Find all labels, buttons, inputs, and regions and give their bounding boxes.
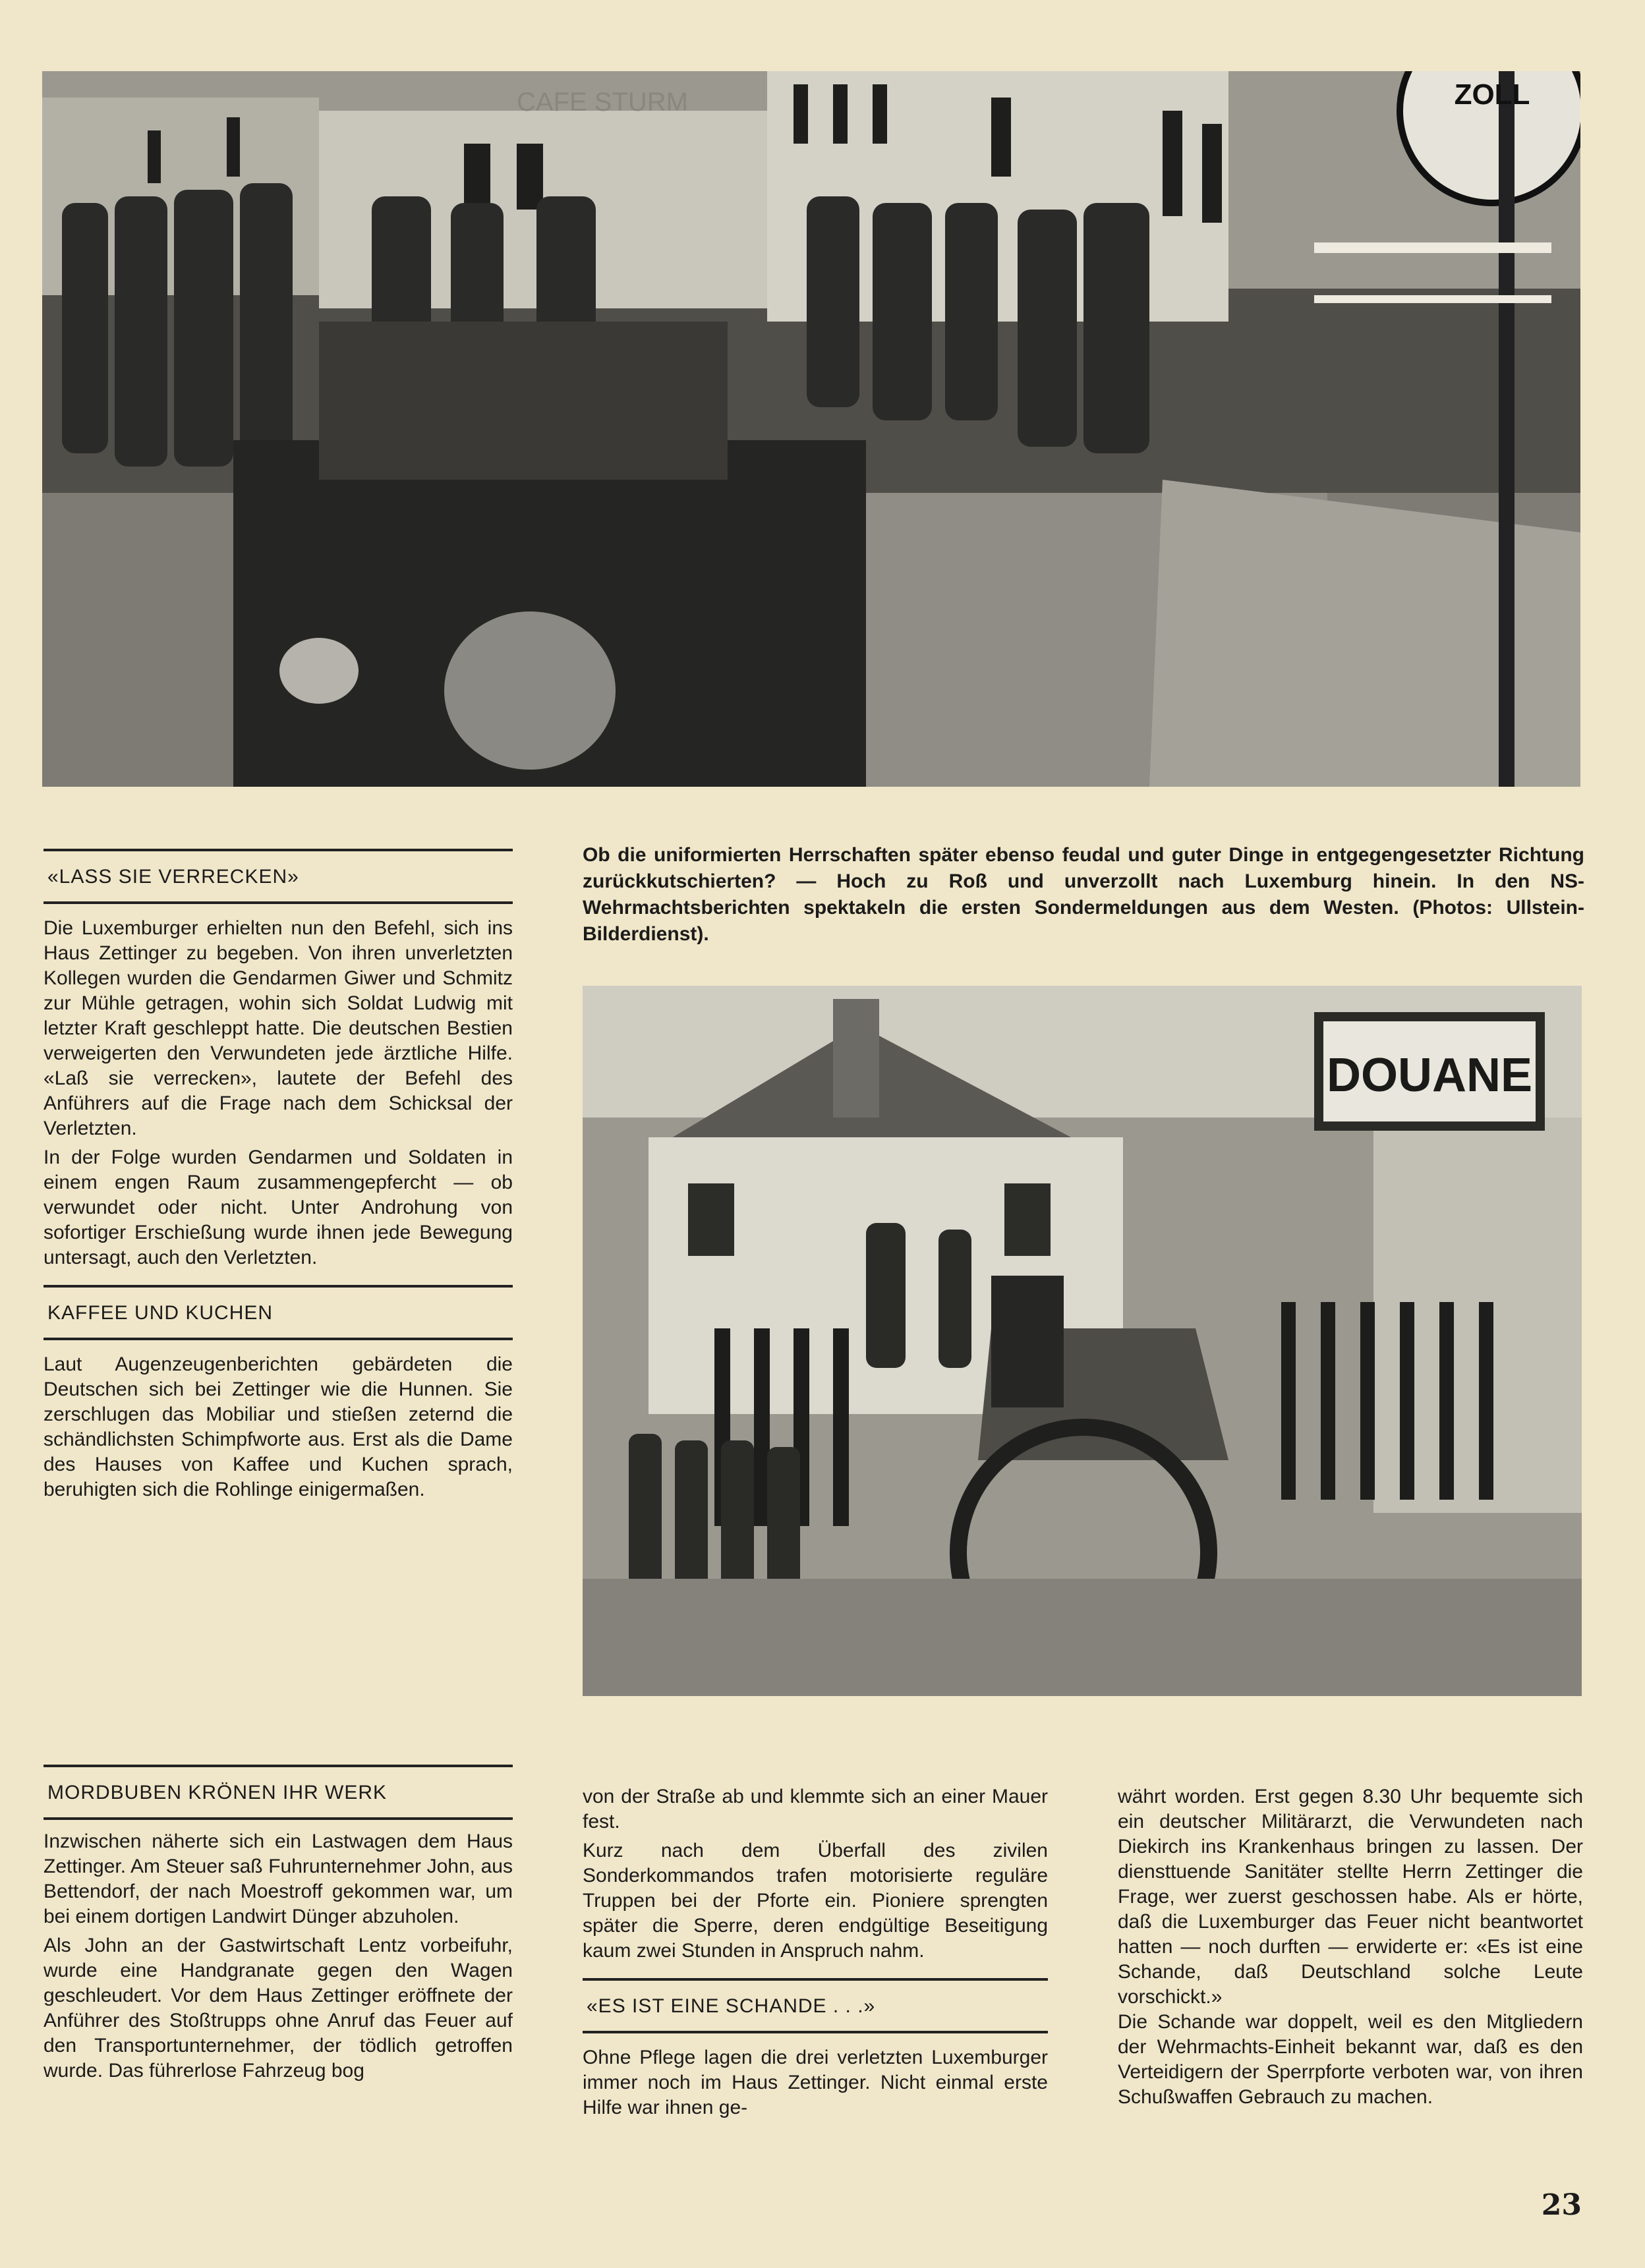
- paragraph: Als John an der Gastwirtschaft Lentz vorbeifuhr, wurde eine Handgranate gegen den Wagen geschleudert. Vor dem Haus Zettinger eröffnete der Anführer des Stoßtrupps ohne Anruf das Feuer auf den Transportunternehmer, der tödlich getroffen wurde. Das führerlose Fahrzeug bog: [43, 1935, 513, 2082]
- paragraph: währt worden. Erst gegen 8.30 Uhr bequemte sich ein deutscher Militärarzt, die Verwundeten nach Diekirch ins Krankenhaus bringen zu lassen. Der diensttuende Sanitäter stellte Herrn Zettinger die Frage, wer zuerst geschossen habe. Als er hörte, daß die Luxemburger das Feuer nicht beantwortet hatten — noch durften — erwiderte er: «Es ist eine Schande, daß Deutschland solche Leute vorschickt.»: [1118, 1786, 1583, 2008]
- section-rule: [43, 901, 513, 904]
- paragraph: Inzwischen näherte sich ein Lastwagen dem Haus Zettinger. Am Steuer saß Fuhrunternehmer John, aus Bettendorf, der nach Moestroff gekommen war, um bei einem dortigen Landwirt Dünger abzuholen.: [43, 1830, 513, 1927]
- heading-es-ist-eine-schande: «ES IST EINE SCHANDE . . .»: [587, 1995, 876, 2017]
- heading-lass-sie-verrecken: «LASS SIE VERRECKEN»: [47, 866, 299, 888]
- column-middle-lower: [583, 1784, 1048, 2124]
- section-rule: [43, 1765, 513, 1767]
- section-rule: [43, 1817, 513, 1820]
- zoll-sign-text: ZOLL: [1454, 78, 1530, 111]
- section-rule: [583, 1978, 1048, 1981]
- paragraph: Laut Augenzeugenberichten gebärdeten die Deutschen sich bei Zettinger wie die Hunnen. Sie zerschlugen das Mobiliar und stießen zeternd die schändlichsten Schimpfworte aus. Erst als die Dame des Hauses von Kaffee und Kuchen sprach, beruhigten sich die Rohlinge einigermaßen.: [43, 1353, 513, 1500]
- paragraph: Kurz nach dem Überfall des zivilen Sonderkommandos trafen motorisierte reguläre Truppen bei der Pforte ein. Pioniere sprengten später die Sperre, deren endgültige Beseitigung kaum zwei Stunden in Anspruch nahm.: [583, 1840, 1048, 1962]
- heading-kaffee-und-kuchen: KAFFEE UND KUCHEN: [47, 1302, 274, 1324]
- douane-sign-text: DOUANE: [1326, 1049, 1533, 1102]
- column-right-lower: [1118, 1784, 1583, 2114]
- paragraph: In der Folge wurden Gendarmen und Soldaten in einem engen Raum zusammengepfercht — ob verwundet oder nicht. Unter Androhung von sofortiger Erschießung wurde ihnen jede Bewegung untersagt, auch den Verletzten.: [43, 1147, 513, 1268]
- paragraph: Die Schande war doppelt, weil es den Mitgliedern der Wehrmachts-Einheit bekannt war, daß es den Verteidigern der Sperrpforte verboten war, von ihren Schußwaffen Gebrauch zu machen.: [1118, 2011, 1583, 2108]
- column-left-lower: [43, 1765, 513, 2087]
- heading-mordbuben: MORDBUBEN KRÖNEN IHR WERK: [47, 1782, 388, 1803]
- section-rule: [583, 2031, 1048, 2033]
- paragraph: Die Luxemburger erhielten nun den Befehl, sich ins Haus Zettinger zu begeben. Von ihren unverletzten Kollegen wurden die Gendarmen Giwer und Schmitz zur Mühle getragen, wohin sich Soldat Ludwig mit letzter Kraft geschleppt hatte. Die deutschen Bestien verweigerten den Verwundeten jede ärztliche Hilfe. «Laß sie verrecken», lautete der Befehl des Anführers auf die Frage nach dem Schicksal der Verletzten.: [43, 917, 513, 1139]
- page-number: 23: [1541, 2188, 1582, 2222]
- cafe-sign-text: CAFE STURM: [517, 88, 688, 117]
- photo-border-crossing-zoll: [42, 71, 1580, 787]
- photo-border-crossing-douane: [583, 986, 1582, 1696]
- section-rule: [43, 849, 513, 851]
- section-rule: [43, 1338, 513, 1340]
- column-left-upper: [43, 849, 513, 1506]
- paragraph: von der Straße ab und klemmte sich an einer Mauer fest.: [583, 1786, 1048, 1832]
- paragraph: Ohne Pflege lagen die drei verletzten Luxemburger immer noch im Haus Zettinger. Nicht einmal erste Hilfe war ihnen ge-: [583, 2047, 1048, 2118]
- section-rule: [43, 1285, 513, 1288]
- photo-caption: Ob die uniformierten Herrschaften später ebenso feudal und guter Dinge in entgegengesetzter Richtung zurückkutschierten? — Hoch zu Roß und unverzollt nach Luxemburg hinein. In den NS-Wehrmachtsberichten spektakeln die ersten Sondermeldungen aus dem Westen. (Photos: Ullstein-Bilderdienst).: [583, 844, 1584, 945]
